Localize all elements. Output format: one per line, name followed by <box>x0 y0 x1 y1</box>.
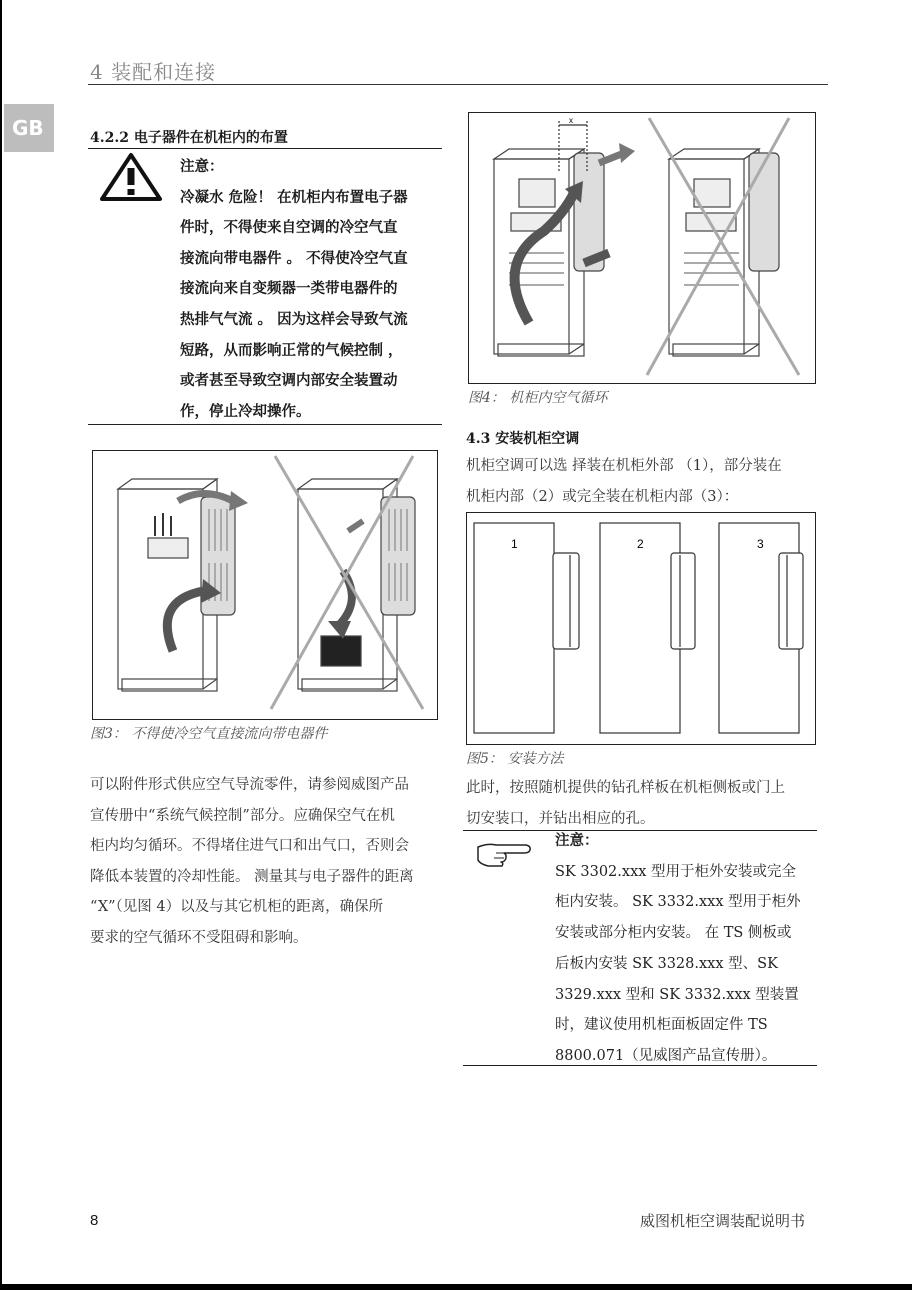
distance-x-label: x <box>569 116 573 125</box>
figure-5-caption: 图5： 安装方法 <box>466 751 564 767</box>
figure-5 <box>466 512 816 745</box>
warning-line: 作，停止冷却操作。 <box>180 402 311 420</box>
method-number: 2 <box>637 537 644 551</box>
note-line: 后板内安装 SK 3328.xxx 型、SK <box>555 955 778 972</box>
note-line: SK 3302.xxx 型用于柜外安装或完全 <box>555 863 797 880</box>
method-number: 1 <box>511 537 518 551</box>
intro-line: 机柜空调可以选 择装在机柜外部 （1），部分装在 <box>466 458 782 474</box>
warning-line: 或者甚至导致空调内部安全装置动 <box>180 372 398 390</box>
method-number: 3 <box>757 537 764 551</box>
note-line: 安装或部分柜内安装。 在 TS 侧板或 <box>555 925 792 942</box>
note-line: 8800.071（见威图产品宣传册）。 <box>555 1047 777 1064</box>
left-body-text <box>90 770 414 953</box>
warning-title: 注意： <box>180 158 224 175</box>
body-line: 可以附件形式供应空气导流零件，请参阅威图产品 <box>90 777 409 793</box>
note-block <box>555 826 801 1072</box>
after-line: 切安装口，并钻出相应的孔。 <box>466 810 655 827</box>
note-title: 注意： <box>555 832 599 849</box>
after-text <box>466 773 785 834</box>
installation-methods-diagram <box>467 513 814 743</box>
page-frame-bottom <box>0 1284 912 1290</box>
intro-line: 机柜内部（2）或完全装在机柜内部（3）： <box>466 488 739 505</box>
document-title: 威图机柜空调装配说明书 <box>640 1212 806 1230</box>
note-line: 3329.xxx 型和 SK 3332.xxx 型装置 <box>555 986 799 1003</box>
section-title-4-2-2: 4.2.2 电子器件在机柜内的布置 <box>90 130 288 146</box>
section-title-4-3: 4.3 安装机柜空调 <box>466 431 580 447</box>
body-line: “X”（见图 4）以及与其它机柜的距离，确保所 <box>90 899 384 915</box>
body-line: 宣传册中“系统气候控制”部分。应确保空气在机 <box>90 807 395 824</box>
warning-line: 件时，不得使来自空调的冷空气直 <box>180 219 398 237</box>
section-rule-top <box>88 148 442 149</box>
warning-icon <box>99 152 163 202</box>
warning-line: 接流向带电器件 。 不得使冷空气直 <box>180 249 408 267</box>
pointing-hand-icon <box>474 838 534 868</box>
figure-3 <box>92 450 438 720</box>
warning-block <box>180 152 408 427</box>
intro-text <box>466 451 782 512</box>
header-rule <box>88 84 828 85</box>
figure-3-caption: 图3： 不得使冷空气直接流向带电器件 <box>90 726 328 742</box>
section-rule-bottom <box>88 424 442 425</box>
body-line: 要求的空气循环不受阻碍和影响。 <box>90 929 308 946</box>
airflow-illustration <box>93 451 436 718</box>
cabinet-airflow-illustration <box>469 113 814 382</box>
figure-4 <box>468 112 816 384</box>
note-line: 柜内安装。 SK 3332.xxx 型用于柜外 <box>555 894 801 911</box>
language-tab: GB <box>4 104 54 152</box>
after-line: 此时，按照随机提供的钻孔样板在机柜侧板或门上 <box>466 780 785 796</box>
body-line: 降低本装置的冷却性能。 测量其与电子器件的距离 <box>90 868 414 885</box>
figure-4-caption: 图4： 机柜内空气循环 <box>468 390 608 406</box>
page-number: 8 <box>90 1212 99 1229</box>
warning-line: 接流向来自变频器一类带电器件的 <box>180 280 398 298</box>
note-line: 时，建议使用机柜面板固定件 TS <box>555 1017 768 1034</box>
chapter-header: 4 装配和连接 <box>90 60 217 84</box>
page-frame-left <box>0 0 2 1290</box>
warning-line: 热排气气流 。 因为这样会导致气流 <box>180 310 408 328</box>
warning-line: 冷凝水 危险！ 在机柜内布置电子器 <box>180 188 408 206</box>
warning-line: 短路，从而影响正常的气候控制 ， <box>180 341 403 359</box>
body-line: 柜内均匀循环。不得堵住进气口和出气口，否则会 <box>90 838 409 854</box>
note-rule-bottom <box>463 1065 817 1066</box>
